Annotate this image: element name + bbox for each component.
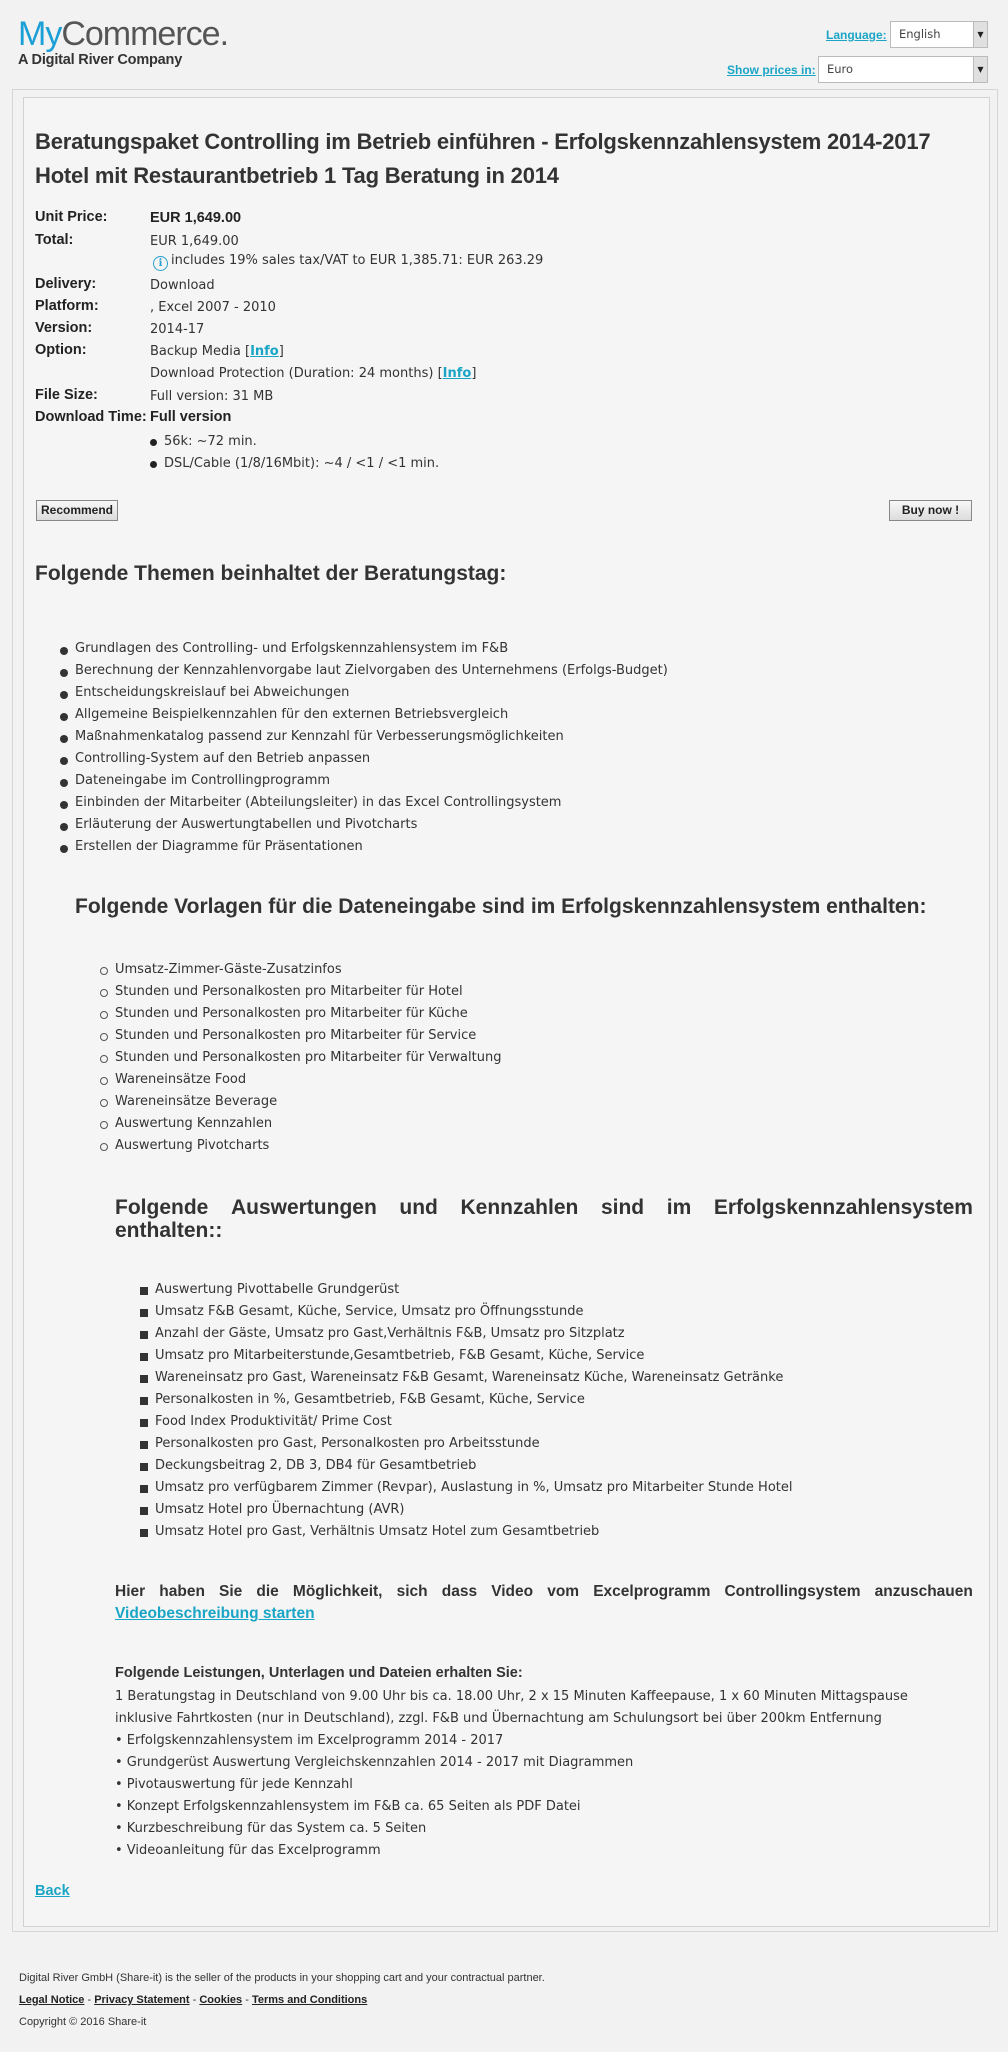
download-time-item: DSL/Cable (1/8/16Mbit): ~4 / <1 / <1 min. <box>164 456 440 471</box>
delivery-label: Delivery: <box>35 276 97 292</box>
unit-price-value: EUR 1,649.00 <box>150 210 242 226</box>
list-item: Einbinden der Mitarbeiter (Abteilungsleiter) in das Excel Controllingsystem <box>75 795 562 810</box>
list-item: Grundlagen des Controlling- und Erfolgskennzahlensystem im F&B <box>75 641 509 656</box>
vat-note-text: includes 19% sales tax/VAT to EUR 1,385.71: EUR 263.29 <box>171 253 544 268</box>
vat-note <box>153 253 543 271</box>
list-item: Wareneinsätze Beverage <box>115 1094 278 1109</box>
back-link[interactable]: Back <box>35 1883 70 1899</box>
list-item: Erstellen der Diagramme für Präsentationen <box>75 839 363 854</box>
list-item: Umsatz pro verfügbarem Zimmer (Revpar), Auslastung in %, Umsatz pro Mitarbeiter Stunde Hotel <box>155 1480 793 1495</box>
chevron-down-icon: ▼ <box>973 57 987 82</box>
language-value: English <box>899 27 941 41</box>
total-value: EUR 1,649.00 <box>150 234 239 249</box>
info-icon: i <box>153 256 168 271</box>
list-item: Stunden und Personalkosten pro Mitarbeiter für Küche <box>115 1006 468 1021</box>
product-title-line2: Hotel mit Restaurantbetrieb 1 Tag Beratung in 2014 <box>35 163 559 188</box>
version-label: Version: <box>35 320 93 336</box>
services-line: • Pivotauswertung für jede Kennzahl <box>115 1777 353 1792</box>
services-line: inklusive Fahrtkosten (nur in Deutschland), zzgl. F&B und Übernachtung am Schulungsort bei über 200km Entfernung <box>115 1711 882 1726</box>
footer-links: Legal Notice - Privacy Statement - Cookies - Terms and Conditions <box>19 1994 368 2006</box>
list-item: Umsatz Hotel pro Übernachtung (AVR) <box>155 1502 405 1517</box>
list-item: Allgemeine Beispielkennzahlen für den externen Betriebsvergleich <box>75 707 509 722</box>
seller-note: Digital River GmbH (Share-it) is the seller of the products in your shopping cart and your contractual partner. <box>19 1972 545 1984</box>
copyright: Copyright © 2016 Share-it <box>19 2016 147 2028</box>
list-item: Controlling-System auf den Betrieb anpassen <box>75 751 371 766</box>
section-templates-heading: Folgende Vorlagen für die Dateneingabe sind im Erfolgskennzahlensystem enthalten: <box>75 895 927 918</box>
platform-label: Platform: <box>35 298 99 314</box>
currency-select[interactable] <box>818 56 988 83</box>
product-title-line1: Beratungspaket Controlling im Betrieb einführen - Erfolgskennzahlensystem 2014-2017 <box>35 129 931 154</box>
info-link[interactable]: Info <box>250 344 279 359</box>
download-time-item: 56k: ~72 min. <box>164 434 257 449</box>
list-item: Stunden und Personalkosten pro Mitarbeiter für Verwaltung <box>115 1050 502 1065</box>
services-line: 1 Beratungstag in Deutschland von 9.00 Uhr bis ca. 18.00 Uhr, 2 x 15 Minuten Kaffeepause, 1 x 60 Minuten Mittagspause <box>115 1689 908 1704</box>
terms-link[interactable]: Terms and Conditions <box>251 1994 368 2006</box>
cookies-link[interactable]: Cookies <box>199 1994 243 2006</box>
logo-dot: . <box>219 15 229 53</box>
list-item: Auswertung Pivotcharts <box>115 1138 270 1153</box>
video-description-link[interactable]: Videobeschreibung starten <box>115 1605 315 1622</box>
section-evaluations-heading: Folgende Auswertungen und Kennzahlen sind im Erfolgskennzahlensystem <box>115 1196 973 1219</box>
list-item: Auswertung Kennzahlen <box>115 1116 273 1131</box>
filesize-label: File Size: <box>35 387 98 403</box>
info-link[interactable]: Info <box>442 366 472 381</box>
option-label: Option: <box>35 342 87 358</box>
unit-price-label: Unit Price: <box>35 209 108 225</box>
delivery-value: Download <box>150 278 215 293</box>
list-item: Stunden und Personalkosten pro Mitarbeiter für Hotel <box>115 984 463 999</box>
list-item: Anzahl der Gäste, Umsatz pro Gast,Verhältnis F&B, Umsatz pro Sitzplatz <box>155 1326 625 1341</box>
language-select[interactable] <box>890 21 988 48</box>
services-line: • Kurzbeschreibung für das System ca. 5 Seiten <box>115 1821 427 1836</box>
list-item: Umsatz-Zimmer-Gäste-Zusatzinfos <box>115 962 342 977</box>
download-time-label: Download Time: <box>35 409 147 425</box>
services-line: • Videoanleitung für das Excelprogramm <box>115 1843 381 1858</box>
chevron-down-icon: ▼ <box>973 22 987 47</box>
option-download-protection: Download Protection (Duration: 24 months) [Info] <box>150 366 477 381</box>
logo-subtitle: A Digital River Company <box>18 52 183 68</box>
language-label[interactable]: Language: <box>826 28 887 42</box>
list-item: Wareneinsatz pro Gast, Wareneinsatz F&B Gesamt, Wareneinsatz Küche, Wareneinsatz Getränke <box>155 1370 784 1385</box>
list-item: Erläuterung der Auswertungtabellen und Pivotcharts <box>75 817 418 832</box>
currency-label[interactable]: Show prices in: <box>727 63 816 77</box>
list-item: Entscheidungskreislauf bei Abweichungen <box>75 685 350 700</box>
list-item: Umsatz pro Mitarbeiterstunde,Gesamtbetrieb, F&B Gesamt, Küche, Service <box>155 1348 645 1363</box>
list-item: Maßnahmenkatalog passend zur Kennzahl für Verbesserungsmöglichkeiten <box>75 729 564 744</box>
currency-value: Euro <box>827 62 854 76</box>
privacy-statement-link[interactable]: Privacy Statement <box>94 1994 190 2006</box>
services-line: • Erfolgskennzahlensystem im Excelprogramm 2014 - 2017 <box>115 1733 504 1748</box>
version-value: 2014-17 <box>150 322 205 337</box>
list-item: Berechnung der Kennzahlenvorgabe laut Zielvorgaben des Unternehmens (Erfolgs-Budget) <box>75 663 668 678</box>
list-item: Dateneingabe im Controllingprogramm <box>75 773 331 788</box>
video-intro-text: Hier haben Sie die Möglichkeit, sich dass Video vom Excelprogramm Controllingsystem anzuschauen <box>115 1583 973 1600</box>
list-item: Umsatz F&B Gesamt, Küche, Service, Umsatz pro Öffnungsstunde <box>155 1304 584 1319</box>
download-time-title: Full version <box>150 409 232 425</box>
platform-value: , Excel 2007 - 2010 <box>150 300 276 315</box>
list-item: Food Index Produktivität/ Prime Cost <box>155 1414 392 1429</box>
list-item: Stunden und Personalkosten pro Mitarbeiter für Service <box>115 1028 477 1043</box>
services-heading: Folgende Leistungen, Unterlagen und Dateien erhalten Sie: <box>115 1665 523 1681</box>
option-backup-media: Backup Media [Info] <box>150 344 284 359</box>
filesize-value: Full version: 31 MB <box>150 389 274 404</box>
mycommerce-logo <box>18 17 228 68</box>
services-line: • Konzept Erfolgskennzahlensystem im F&B ca. 65 Seiten als PDF Datei <box>115 1799 581 1814</box>
logo-my: My <box>18 15 62 53</box>
list-item: Wareneinsätze Food <box>115 1072 247 1087</box>
recommend-button[interactable]: Recommend <box>36 500 118 521</box>
services-line: • Grundgerüst Auswertung Vergleichskennzahlen 2014 - 2017 mit Diagrammen <box>115 1755 634 1770</box>
list-item: Personalkosten in %, Gesamtbetrieb, F&B Gesamt, Küche, Service <box>155 1392 585 1407</box>
list-item: Deckungsbeitrag 2, DB 3, DB4 für Gesamtbetrieb <box>155 1458 477 1473</box>
list-item: Umsatz Hotel pro Gast, Verhältnis Umsatz Hotel zum Gesamtbetrieb <box>155 1524 600 1539</box>
logo-commerce: Commerce <box>61 15 220 53</box>
list-item: Auswertung Pivottabelle Grundgerüst <box>155 1282 400 1297</box>
section-themes-heading: Folgende Themen beinhaltet der Beratungstag: <box>35 562 507 585</box>
total-label: Total: <box>35 232 74 248</box>
buy-now-button[interactable]: Buy now ! <box>889 500 972 521</box>
section-evaluations-heading-line2: enthalten:: <box>115 1219 223 1242</box>
list-item: Personalkosten pro Gast, Personalkosten pro Arbeitsstunde <box>155 1436 540 1451</box>
legal-notice-link[interactable]: Legal Notice <box>19 1994 85 2006</box>
